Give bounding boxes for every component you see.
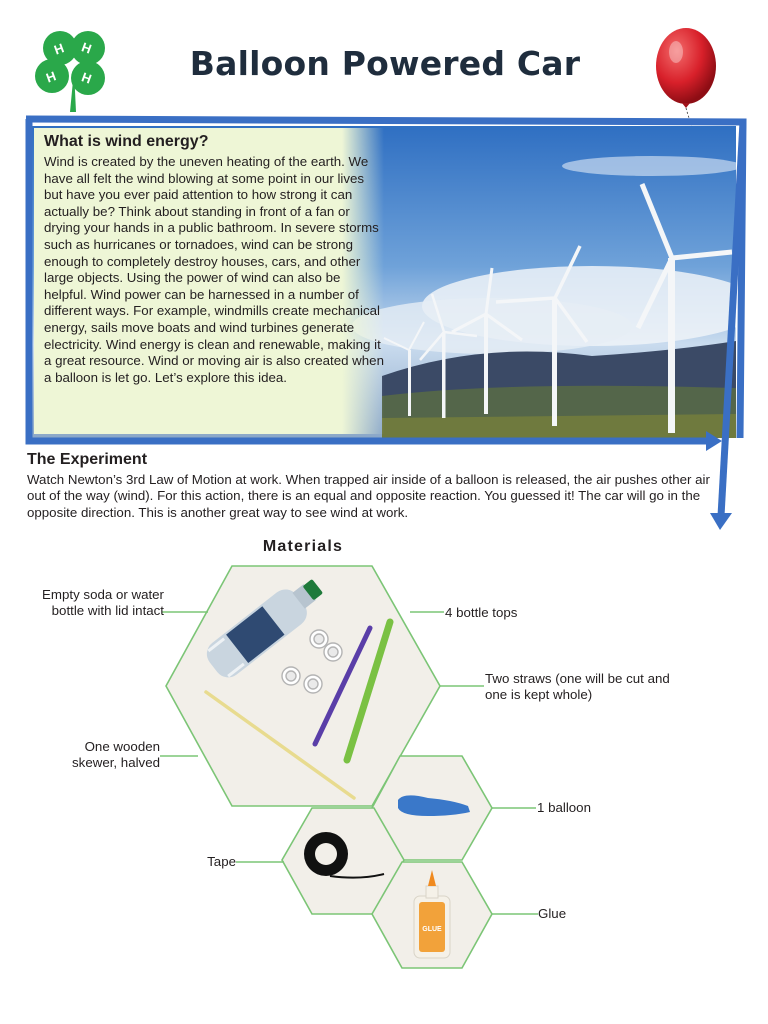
experiment-heading: The Experiment: [27, 451, 148, 468]
material-label-bottle-tops: 4 bottle tops: [445, 605, 518, 620]
clover-4h-icon: [30, 26, 118, 114]
experiment-body: Watch Newton’s 3rd Law of Motion at work. When trapped air inside of a balloon is released, the air pushes other air out of the way (wind). For this action, there is an equal and opposite reaction. You guessed it! The car will go in the opposite direction. This is another great way to see wind at work.: [27, 472, 710, 520]
material-label-balloon: 1 balloon: [537, 800, 591, 815]
svg-text:H: H: [79, 69, 94, 87]
material-label-skewer: One wooden skewer, halved: [72, 739, 160, 770]
material-label-tape: Tape: [207, 854, 236, 869]
material-label-bottle: Empty soda or water bottle with lid intact: [42, 587, 164, 618]
svg-text:H: H: [51, 40, 66, 58]
svg-text:H: H: [79, 39, 94, 57]
material-label-glue: Glue: [538, 906, 567, 921]
wind-energy-panel: [34, 128, 384, 434]
page-title: Balloon Powered Car: [189, 44, 581, 83]
glue-label: GLUE: [422, 926, 442, 933]
materials-heading: Materials: [262, 538, 344, 555]
material-label-straws: Two straws (one will be cut and one is kept whole): [485, 671, 670, 702]
wind-energy-body: Wind is created by the uneven heating of the earth. We have all felt the wind blowing at some point in our lives but have you ever paid attention to how strong it can actually be? Think about standing in front of a fan or drying your hands in a public bathroom. In severe storms such as hurricanes or tornadoes, wind can be strong enough to completely destroy houses, cars, and other large objects. Using the power of wind can also be helpful. Wind power can be harnessed in a number of different ways. For example, windmills create mechanical energy, sails move boats and wind turbines generate electricity. Wind energy is clean and renewable, making it a great resource. Wind or moving air is also created when a balloon is let go. Let’s explore this idea.: [44, 154, 384, 385]
wind-energy-heading: What is wind energy?: [44, 133, 209, 150]
svg-text:H: H: [43, 68, 58, 86]
